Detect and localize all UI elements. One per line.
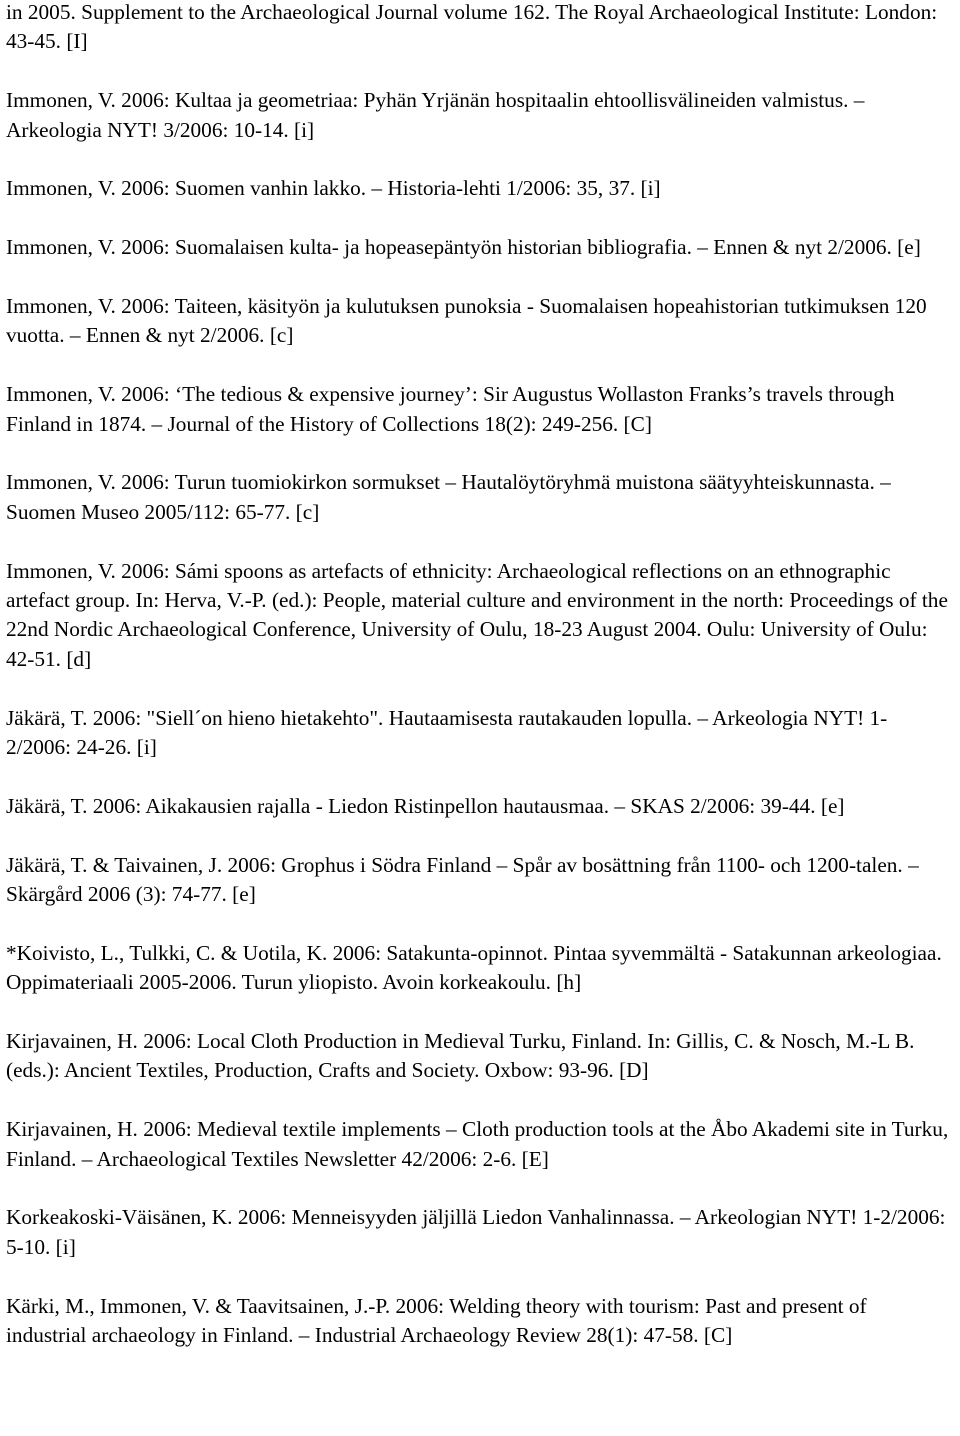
bibliography-entry: Jäkärä, T. & Taivainen, J. 2006: Grophus i Södra Finland – Spår av bosättning från 1100- och 1200-talen. – Skärgård 2006 (3): 74-77. [e]: [6, 852, 919, 907]
bibliography-entry: Immonen, V. 2006: Suomen vanhin lakko. – Historia-lehti 1/2006: 35, 37. [i]: [6, 176, 661, 201]
bibliography-entry: Immonen, V. 2006: Suomalaisen kulta- ja hopeasepäntyön historian bibliografia. – Ennen & nyt 2/2006. [e]: [6, 235, 921, 260]
bibliography-entry: Immonen, V. 2006: Taiteen, käsityön ja kulutuksen punoksia - Suomalaisen hopeahistorian tutkimuksen 120 vuotta. – Ennen & nyt 2/2006. [c]: [6, 294, 927, 348]
bibliography-entry: Kärki, M., Immonen, V. & Taavitsainen, J.-P. 2006: Welding theory with tourism: Past and present of industrial archaeology in Finland. – Industrial Archaeology Review 28(1): 47-58. [C]: [6, 1293, 867, 1348]
bibliography-entry: in 2005. Supplement to the Archaeological Journal volume 162. The Royal Archaeological Institute: London: 43-45. [I]: [6, 0, 938, 54]
bibliography-entry: Immonen, V. 2006: Turun tuomiokirkon sormukset – Hautalöytöryhmä muistona säätyyhteiskunnasta. – Suomen Museo 2005/112: 65-77. [c]: [6, 470, 891, 524]
bibliography-entry: Jäkärä, T. 2006: "Siell´on hieno hietakehto". Hautaamisesta rautakauden lopulla. – Arkeologia NYT! 1-2/2006: 24-26. [i]: [6, 705, 888, 760]
bibliography-entry: Immonen, V. 2006: Sámi spoons as artefacts of ethnicity: Archaeological reflections on an ethnographic artefact group. In: Herva, V.-P. (ed.): People, material culture and environment in the north: Proceedings of the 22nd Nordic Archaeological Conference, University of Oulu, 18-23 August 2004. Oulu: University of Oulu: 42-51. [d]: [6, 558, 948, 671]
bibliography-entry: *Koivisto, L., Tulkki, C. & Uotila, K. 2006: Satakunta-opinnot. Pintaa syvemmältä - Satakunnan arkeologiaa. Oppimateriaali 2005-2006. Turun yliopisto. Avoin korkeakoulu. [h]: [6, 940, 942, 995]
bibliography-entry: Jäkärä, T. 2006: Aikakausien rajalla - Liedon Ristinpellon hautausmaa. – SKAS 2/2006: 39-44. [e]: [6, 793, 845, 818]
bibliography-entry: Korkeakoski-Väisänen, K. 2006: Menneisyyden jäljillä Liedon Vanhalinnassa. – Arkeologian NYT! 1-2/2006: 5-10. [i]: [6, 1205, 946, 1259]
bibliography-entry: Immonen, V. 2006: Kultaa ja geometriaa: Pyhän Yrjänän hospitaalin ehtoollisvälineiden valmistus. – Arkeologia NYT! 3/2006: 10-14. [i]: [6, 88, 865, 142]
bibliography-entry: Kirjavainen, H. 2006: Local Cloth Production in Medieval Turku, Finland. In: Gillis, C. & Nosch, M.-L B. (eds.): Ancient Textiles, Production, Crafts and Society. Oxbow: 93-96. [D]: [6, 1029, 915, 1083]
bibliography-entry: Immonen, V. 2006: ‘The tedious & expensive journey’: Sir Augustus Wollaston Franks’s travels through Finland in 1874. – Journal of the History of Collections 18(2): 249-256. [C]: [6, 382, 895, 436]
bibliography-entry: Kirjavainen, H. 2006: Medieval textile implements – Cloth production tools at the Åbo Akademi site in Turku, Finland. – Archaeological Textiles Newsletter 42/2006: 2-6. [E]: [6, 1117, 949, 1171]
